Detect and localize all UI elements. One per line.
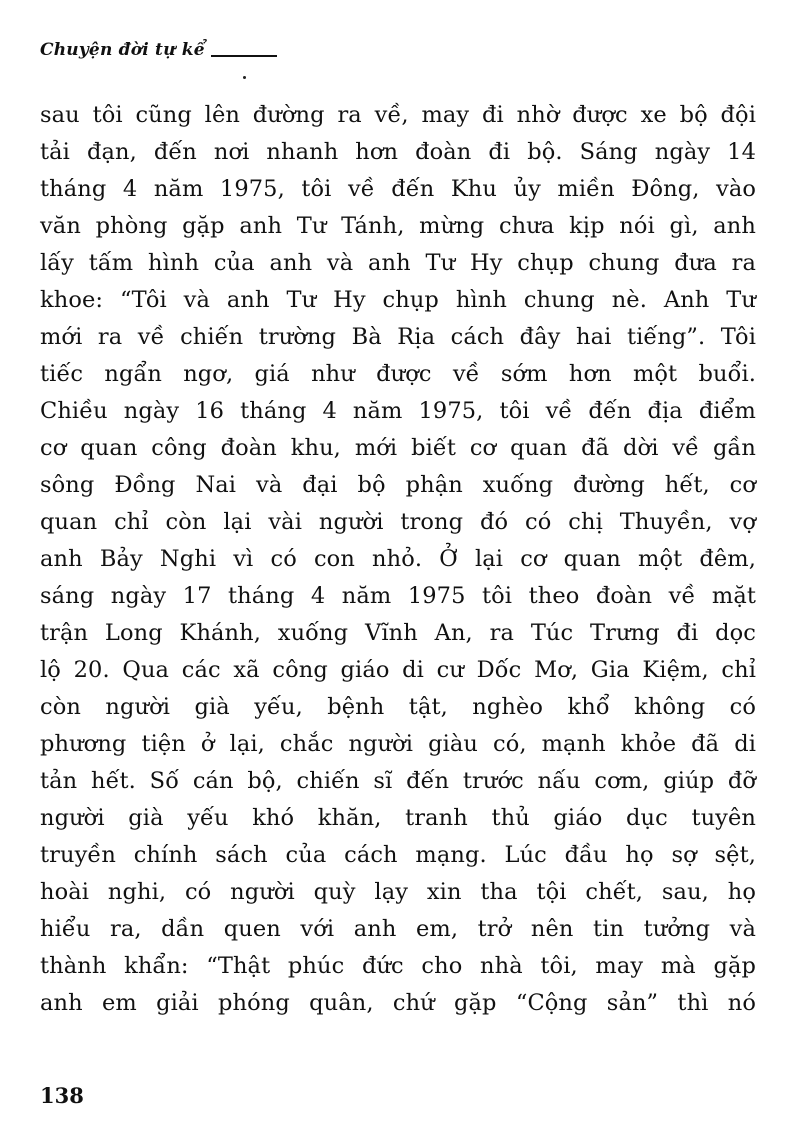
text-line: thành khẩn: “Thật phúc đức cho nhà tôi, may mà gặp <box>40 953 756 979</box>
text-line: sông Đồng Nai và đại bộ phận xuống đường hết, cơ <box>40 472 756 498</box>
running-title: Chuyện đời tự kể <box>40 40 205 60</box>
page-number: 138 <box>40 1083 84 1108</box>
text-line: người già yếu khó khăn, tranh thủ giáo dục tuyên <box>40 805 756 831</box>
header-rule <box>211 55 277 57</box>
text-line: sáng ngày 17 tháng 4 năm 1975 tôi theo đoàn về mặt <box>40 583 756 609</box>
running-header <box>40 40 277 60</box>
text-line: tải đạn, đến nơi nhanh hơn đoàn đi bộ. Sáng ngày 14 <box>40 139 756 165</box>
text-line: phương tiện ở lại, chắc người giàu có, mạnh khỏe đã di <box>40 731 756 757</box>
text-line: còn người già yếu, bệnh tật, nghèo khổ không có <box>40 694 756 720</box>
text-line: anh Bảy Nghi vì có con nhỏ. Ở lại cơ quan một đêm, <box>40 546 756 572</box>
text-line: Chiều ngày 16 tháng 4 năm 1975, tôi về đến địa điểm <box>40 398 756 424</box>
text-line: truyền chính sách của cách mạng. Lúc đầu họ sợ sệt, <box>40 842 756 868</box>
text-line: cơ quan công đoàn khu, mới biết cơ quan đã dời về gần <box>40 435 756 461</box>
body-text <box>40 97 756 1022</box>
text-line: tiếc ngẩn ngơ, giá như được về sớm hơn một buổi. <box>40 361 756 387</box>
text-line: lộ 20. Qua các xã công giáo di cư Dốc Mơ, Gia Kiệm, chỉ <box>40 657 756 683</box>
text-line: văn phòng gặp anh Tư Tánh, mừng chưa kịp nói gì, anh <box>40 213 756 239</box>
text-line: trận Long Khánh, xuống Vĩnh An, ra Túc Trưng đi dọc <box>40 620 756 646</box>
text-line: anh em giải phóng quân, chứ gặp “Cộng sản” thì nó <box>40 990 756 1016</box>
text-line: quan chỉ còn lại vài người trong đó có chị Thuyền, vợ <box>40 509 756 535</box>
text-line: mới ra về chiến trường Bà Rịa cách đây hai tiếng”. Tôi <box>40 324 756 350</box>
text-line: tháng 4 năm 1975, tôi về đến Khu ủy miền Đông, vào <box>40 176 756 202</box>
print-speck <box>243 76 246 79</box>
text-line: tản hết. Số cán bộ, chiến sĩ đến trước nấu cơm, giúp đỡ <box>40 768 756 794</box>
text-line: hoài nghi, có người quỳ lạy xin tha tội chết, sau, họ <box>40 879 756 905</box>
text-line: hiểu ra, dần quen với anh em, trở nên tin tưởng và <box>40 916 756 942</box>
text-line: lấy tấm hình của anh và anh Tư Hy chụp chung đưa ra <box>40 250 756 276</box>
text-line: khoe: “Tôi và anh Tư Hy chụp hình chung nè. Anh Tư <box>40 287 756 313</box>
text-line: sau tôi cũng lên đường ra về, may đi nhờ được xe bộ đội <box>40 102 756 128</box>
